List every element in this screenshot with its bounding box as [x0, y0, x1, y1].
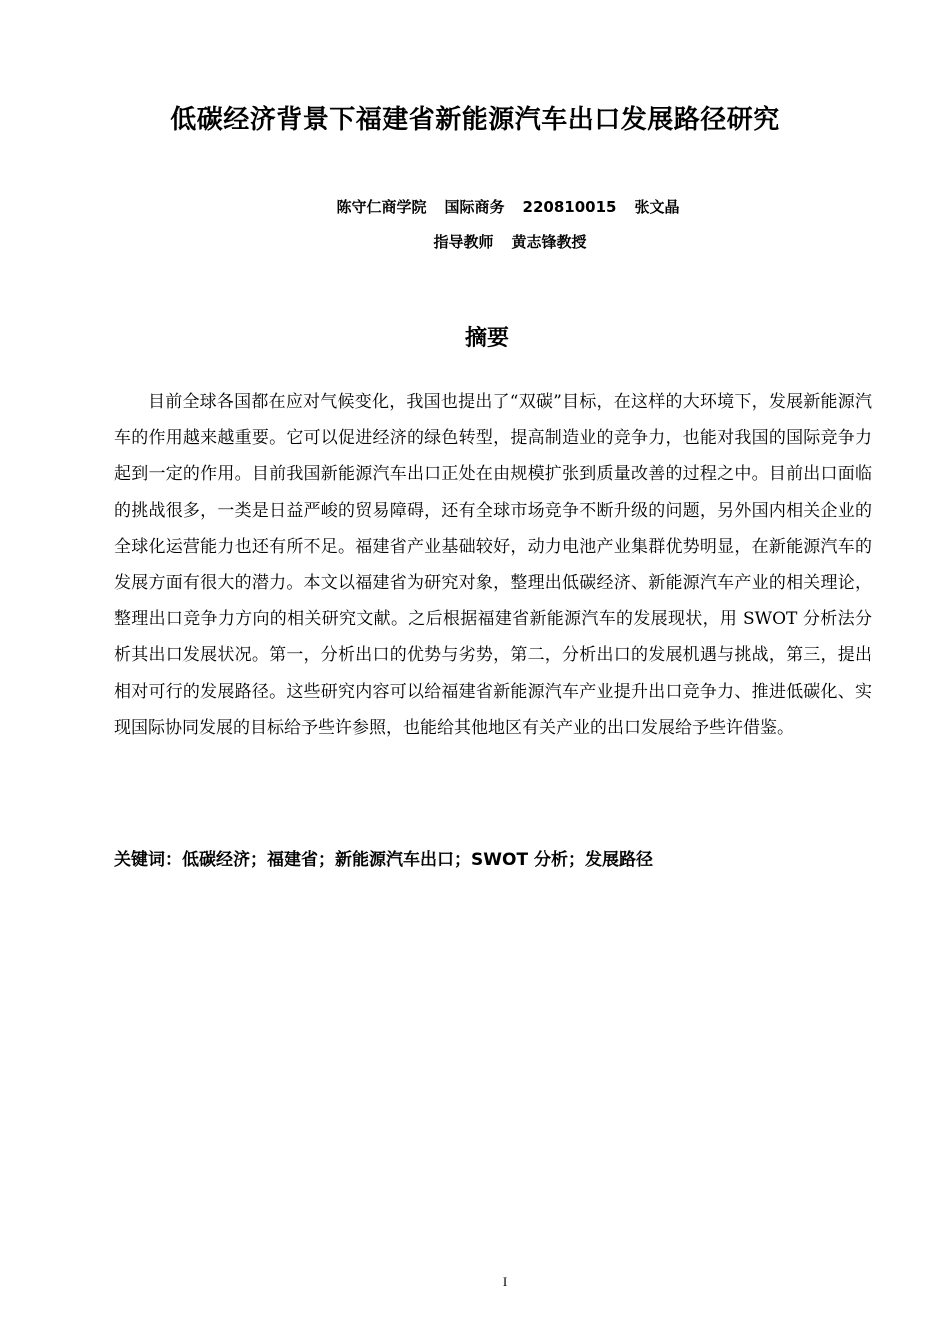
advisor-name: 黄志锋教授 — [511, 233, 587, 251]
student-id: 220810015 — [522, 198, 617, 216]
school-name: 陈守仁商学院 — [336, 198, 427, 216]
paper-title: 低碳经济背景下福建省新能源汽车出口发展路径研究 — [170, 105, 780, 135]
keywords-line: 关键词：低碳经济；福建省；新能源汽车出口；SWOT 分析；发展路径 — [114, 850, 653, 870]
abstract-heading: 摘要 — [464, 326, 509, 351]
author-name: 张文晶 — [634, 198, 680, 216]
advisor-label: 指导教师 — [433, 233, 494, 251]
major-name: 国际商务 — [444, 198, 505, 216]
page-number: I — [502, 1274, 508, 1289]
advisor-info-line — [0, 230, 950, 254]
author-info-line — [0, 195, 950, 219]
abstract-body: 目前全球各国都在应对气候变化，我国也提出了“双碳”目标，在这样的大环境下，发展新能源汽车的作用越来越重要。它可以促进经济的绿色转型，提高制造业的竞争力，也能对我国的国际竞争力起到一定的作用。目前我国新能源汽车出口正处在由规模扩张到质量改善的过程之中。目前出口面临的挑战很多，一类是日益严峻的贸易障碍，还有全球市场竞争不断升级的问题，另外国内相关企业的全球化运营能力也还有所不足。福建省产业基础较好，动力电池产业集群优势明显，在新能源汽车的发展方面有很大的潜力。本文以福建省为研究对象，整理出低碳经济、新能源汽车产业的相关理论，整理出口竞争力方向的相关研究文献。之后根据福建省新能源汽车的发展现状，用 SWOT 分析法分析其出口发展状况。第一，分析出口的优势与劣势，第二，分析出口的发展机遇与挑战，第三，提出相对可行的发展路径。这些研究内容可以给福建省新能源汽车产业提升出口竞争力、推进低碳化、实现国际协同发展的目标给予些许参照，也能给其他地区有关产业的出口发展给予些许借鉴。 — [114, 392, 872, 738]
